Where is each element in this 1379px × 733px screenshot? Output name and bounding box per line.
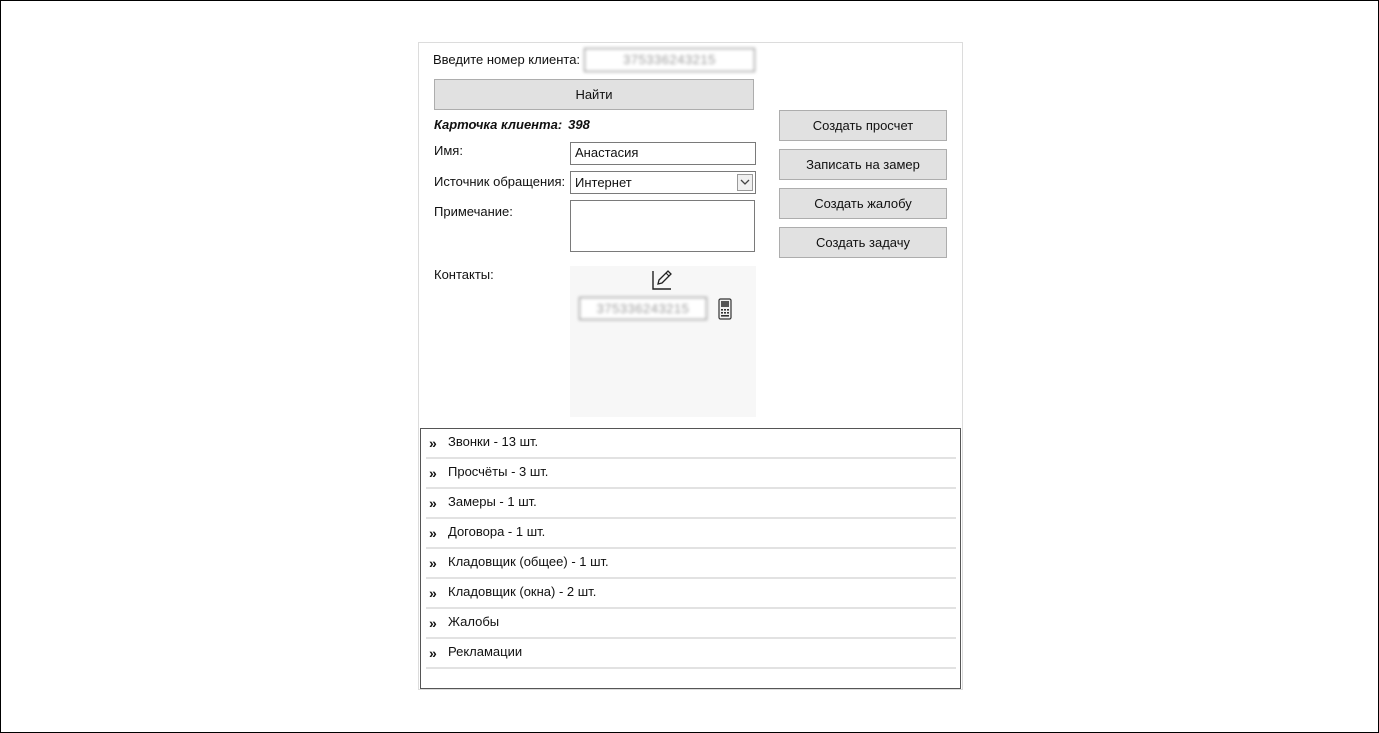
client-number-input[interactable]: 375336243215 <box>584 48 755 72</box>
source-select-value: Интернет <box>575 175 632 190</box>
chevron-double-right-icon: » <box>429 465 437 481</box>
note-label: Примечание: <box>434 204 513 219</box>
section-label: Просчёты - 3 шт. <box>448 464 549 479</box>
chevron-double-right-icon: » <box>429 495 437 511</box>
section-label: Жалобы <box>448 614 500 629</box>
chevron-double-right-icon: » <box>429 525 437 541</box>
client-number-label: Введите номер клиента: <box>433 52 581 67</box>
chevron-double-right-icon: » <box>429 615 437 631</box>
section-label: Договора - 1 шт. <box>448 524 546 539</box>
section-claims[interactable] <box>426 639 956 669</box>
create-task-button[interactable]: Создать задачу <box>779 227 947 258</box>
create-complaint-button[interactable]: Создать жалобу <box>779 188 947 219</box>
card-number: 398 <box>568 117 590 132</box>
chevron-double-right-icon: » <box>429 555 437 571</box>
section-estimates[interactable] <box>426 459 956 489</box>
section-measurements[interactable] <box>426 489 956 519</box>
book-measurement-button[interactable]: Записать на замер <box>779 149 947 180</box>
section-complaints[interactable] <box>426 609 956 639</box>
note-textarea[interactable] <box>570 200 755 252</box>
section-storekeeper-windows[interactable] <box>426 579 956 609</box>
section-label: Кладовщик (общее) - 1 шт. <box>448 554 609 569</box>
card-title-label: Карточка клиента: <box>434 117 563 132</box>
history-sections <box>420 428 961 689</box>
section-label: Звонки - 13 шт. <box>448 434 539 449</box>
mobile-phone-icon[interactable] <box>716 297 734 321</box>
chevron-down-icon[interactable] <box>737 174 753 191</box>
card-title <box>434 117 590 132</box>
section-label: Замеры - 1 шт. <box>448 494 537 509</box>
edit-pencil-icon[interactable] <box>650 268 674 292</box>
section-label: Рекламации <box>448 644 523 659</box>
name-input[interactable]: Анастасия <box>570 142 756 165</box>
name-label: Имя: <box>434 143 463 158</box>
chevron-double-right-icon: » <box>429 435 437 451</box>
create-estimate-button[interactable]: Создать просчет <box>779 110 947 141</box>
section-storekeeper-general[interactable] <box>426 549 956 579</box>
contacts-label: Контакты: <box>434 267 494 282</box>
chevron-double-right-icon: » <box>429 645 437 661</box>
chevron-double-right-icon: » <box>429 585 437 601</box>
source-select[interactable] <box>570 171 756 194</box>
source-label: Источник обращения: <box>434 174 566 189</box>
find-button[interactable]: Найти <box>434 79 754 110</box>
contact-phone-input[interactable]: 375336243215 <box>579 297 707 320</box>
section-calls[interactable] <box>426 429 956 459</box>
section-label: Кладовщик (окна) - 2 шт. <box>448 584 597 599</box>
section-contracts[interactable] <box>426 519 956 549</box>
